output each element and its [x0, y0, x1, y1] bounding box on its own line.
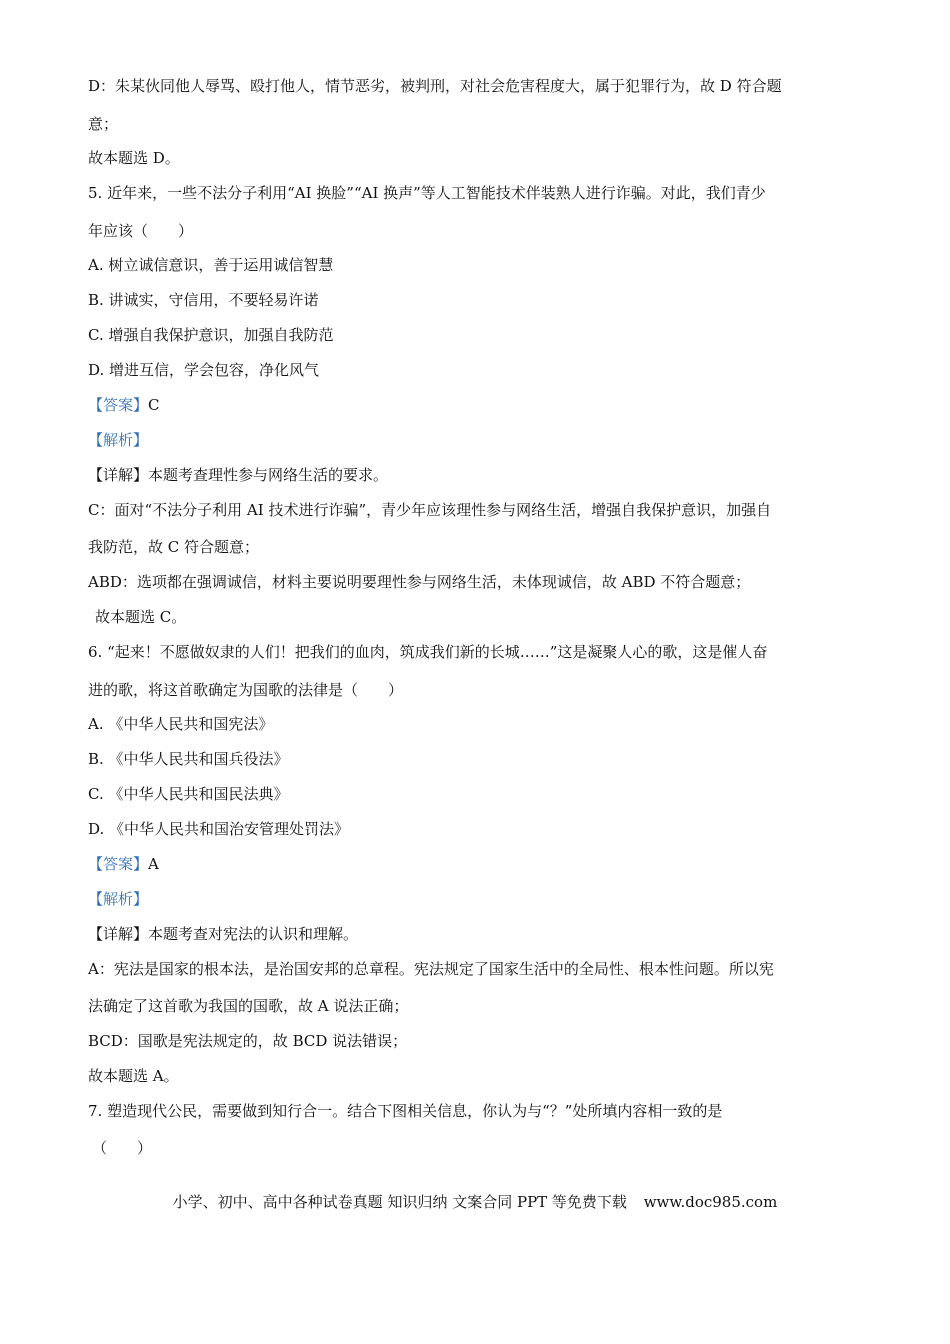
- text-line: 意；: [88, 115, 119, 133]
- page-footer: [0, 1192, 950, 1212]
- text-line: （ ）: [92, 1139, 153, 1157]
- question-6-stem: 6. “起来！不愿做奴隶的人们！把我们的血肉，筑成我们新的长城……”这是凝聚人心的歌，这是催人奋: [88, 643, 768, 661]
- analysis-tag: 【解析】: [88, 890, 149, 908]
- detail-text: 本题考查理性参与网络生活的要求。: [148, 466, 389, 484]
- text-line: 年应该（ ）: [88, 222, 194, 240]
- detail-text: 本题考查对宪法的认识和理解。: [148, 925, 359, 943]
- question-7-stem: 7. 塑造现代公民，需要做到知行合一。结合下图相关信息，你认为与“？”处所填内容相一致的是: [88, 1102, 723, 1120]
- text-line: 我防范，故 C 符合题意；: [88, 538, 260, 556]
- analysis-line: [88, 889, 148, 909]
- option-a: A. 《中华人民共和国宪法》: [88, 715, 274, 733]
- answer-line: [88, 854, 159, 874]
- option-c: C. 增强自我保护意识，加强自我防范: [88, 326, 334, 344]
- option-a: A. 树立诚信意识，善于运用诚信智慧: [88, 256, 334, 274]
- option-d: D. 《中华人民共和国治安管理处罚法》: [88, 820, 350, 838]
- text-line: 故本题选 A。: [88, 1067, 179, 1085]
- footer-link[interactable]: www.doc985.com: [643, 1193, 778, 1211]
- analysis-tag: 【解析】: [88, 431, 149, 449]
- answer-value: C: [148, 396, 160, 414]
- detail-tag: 【详解】: [88, 466, 149, 484]
- text-line: ABD：选项都在强调诚信，材料主要说明要理性参与网络生活，未体现诚信，故 ABD 不符合题意；: [88, 573, 751, 591]
- text-line: BCD：国歌是宪法规定的，故 BCD 说法错误；: [88, 1032, 408, 1050]
- text-line: D：朱某伙同他人辱骂、殴打他人，情节恶劣，被判刑，对社会危害程度大，属于犯罪行为，故 D 符合题: [88, 77, 782, 95]
- detail-line: [88, 465, 388, 485]
- footer-text: 小学、初中、高中各种试卷真题 知识归纳 文案合同 PPT 等免费下载: [172, 1193, 627, 1211]
- detail-line: [88, 924, 358, 944]
- text-line: 进的歌，将这首歌确定为国歌的法律是（ ）: [88, 681, 404, 699]
- answer-tag: 【答案】: [88, 396, 149, 414]
- option-b: B. 《中华人民共和国兵役法》: [88, 750, 289, 768]
- analysis-line: [88, 430, 148, 450]
- question-5-stem: 5. 近年来，一些不法分子利用“AI 换脸”“AI 换声”等人工智能技术伴装熟人进行诈骗。对此，我们青少: [88, 184, 766, 202]
- answer-value: A: [148, 855, 159, 873]
- option-d: D. 增进互信，学会包容，净化风气: [88, 361, 320, 379]
- text-line: 故本题选 D。: [88, 149, 180, 167]
- detail-tag: 【详解】: [88, 925, 149, 943]
- option-c: C. 《中华人民共和国民法典》: [88, 785, 289, 803]
- answer-line: [88, 395, 160, 415]
- option-b: B. 讲诚实，守信用，不要轻易许诺: [88, 291, 319, 309]
- text-line: 故本题选 C。: [95, 608, 187, 626]
- text-line: A：宪法是国家的根本法，是治国安邦的总章程。宪法规定了国家生活中的全局性、根本性问题。所以宪: [88, 960, 774, 978]
- text-line: C：面对“不法分子利用 AI 技术进行诈骗”，青少年应该理性参与网络生活，增强自我保护意识，加强自: [88, 501, 772, 519]
- answer-tag: 【答案】: [88, 855, 149, 873]
- text-line: 法确定了这首歌为我国的国歌，故 A 说法正确；: [88, 997, 409, 1015]
